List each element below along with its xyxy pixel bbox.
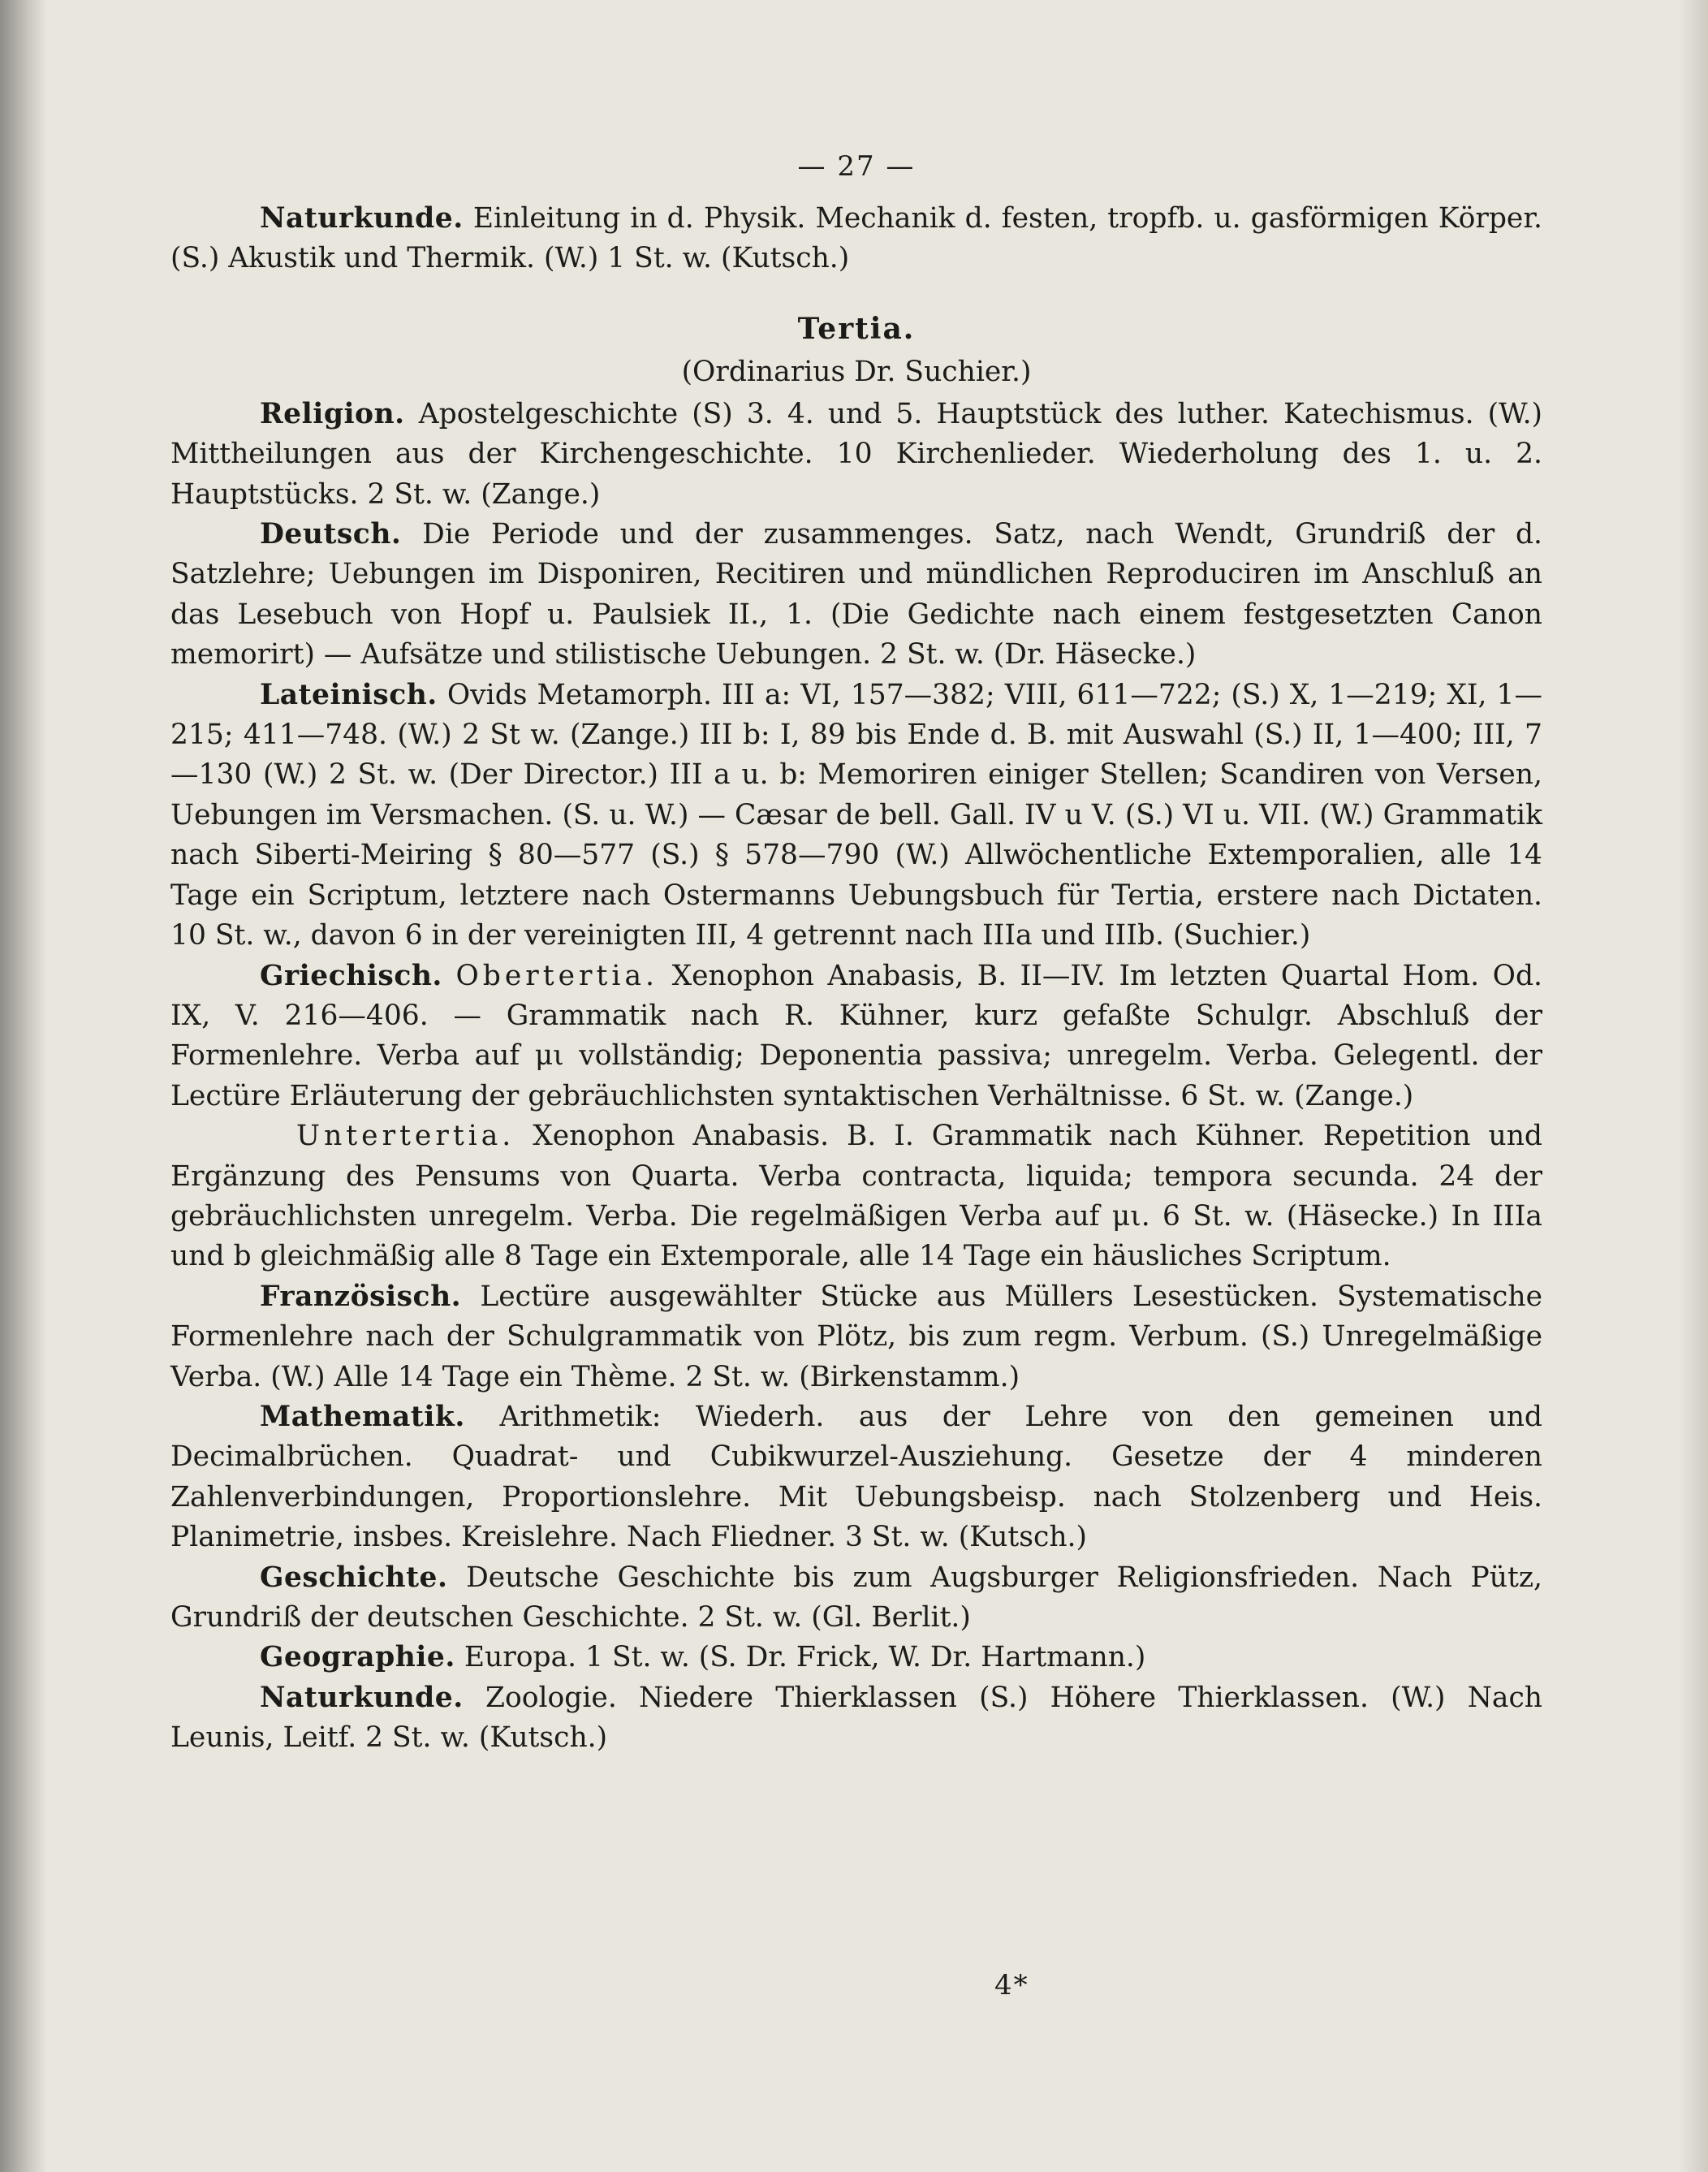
class-title-tertia: Tertia. — [797, 311, 916, 346]
section-geographie — [170, 1638, 1542, 1678]
subject-heading: Französisch. — [260, 1280, 462, 1313]
subject-text: Zoologie. Niedere Thierklassen (S.) Höhere Thierklassen. (W.) Nach Leunis, Leitf. 2 St. w. (Kutsch.) — [170, 1681, 1542, 1755]
subject-heading: Religion. — [260, 397, 405, 430]
section-lateinisch — [170, 676, 1542, 956]
section-mathematik — [170, 1397, 1542, 1558]
subject-heading: Lateinisch. — [260, 678, 438, 711]
section-naturkunde — [170, 1678, 1542, 1759]
page-number: — 27 — — [797, 150, 916, 183]
subject-heading: Naturkunde. — [260, 1681, 464, 1714]
section-geschichte — [170, 1558, 1542, 1639]
subject-heading: Geschichte. — [260, 1561, 448, 1594]
section-deutsch — [170, 515, 1542, 676]
class-ordinarius: (Ordinarius Dr. Suchier.) — [681, 355, 1032, 388]
scan-binding-shadow — [0, 0, 47, 2172]
subject-heading: Mathematik. — [260, 1400, 465, 1433]
subject-text: Die Periode und der zusammenges. Satz, nach Wendt, Grundriß der d. Satzlehre; Uebungen im Disponiren, Recitiren und mündlichen Reproduciren im Anschluß an das Lesebuch von Hopf u. Paulsiek II., 1. (Die Gedichte nach einem festgesetzten Canon memorirt) — Aufsätze und stilistische Uebungen. 2 St. w. (Dr. Häsecke.) — [170, 518, 1542, 671]
section-religion — [170, 395, 1542, 515]
subject-text: Ovids Metamorph. III a: VI, 157—382; VIII, 611—722; (S.) X, 1—219; XI, 1—215; 411—748. (W.) 2 St w. (Zange.) III b: I, 89 bis Ende d. B. mit Auswahl (S.) II, 1—400; III, 7—130 (W.) 2 St. w. (Der Director.) III a u. b: Memoriren einiger Stellen; Scandiren von Versen, Uebungen im Versmachen. (S. u. W.) — Cæsar de bell. Gall. IV u V. (S.) VI u. VII. (W.) Grammatik nach Siberti-Meiring § 80—577 (S.) § 578—790 (W.) Allwöchentliche Extemporalien, alle 14 Tage ein Scriptum, letztere nach Ostermanns Uebungsbuch für Tertia, erstere nach Dictaten. 10 St. w., davon 6 in der vereinigten III, 4 getrennt nach IIIa und IIIb. (Suchier.) — [170, 678, 1542, 952]
subject-heading: Geographie. — [260, 1641, 455, 1674]
subject-text: Xenophon Anabasis, B. II—IV. Im letzten Quartal Hom. Od. IX, V. 216—406. — Grammatik nach R. Kühner, kurz gefaßte Schulgr. Abschluß der Formenlehre. Verba auf μι vollständig; Deponentia passiva; unregelm. Verba. Gelegentl. der Lectüre Erläuterung der gebräuchlichsten syntaktischen Verhältnisse. 6 St. w. (Zange.) — [170, 959, 1542, 1112]
scan-right-edge — [1679, 0, 1708, 2172]
section-griechisch — [170, 956, 1542, 1117]
subject-text: Einleitung in d. Physik. Mechanik d. festen, tropfb. u. gasförmigen Körper. (S.) Akustik und Thermik. (W.) 1 St. w. (Kutsch.) — [170, 202, 1543, 275]
untertertia-label: Untertertia. — [296, 1120, 515, 1153]
subject-text: Deutsche Geschichte bis zum Augsburger Religionsfrieden. Nach Pütz, Grundriß der deutschen Geschichte. 2 St. w. (Gl. Berlit.) — [170, 1561, 1542, 1634]
subject-text: Arithmetik: Wiederh. aus der Lehre von den gemeinen und Decimalbrüchen. Quadrat- und Cubikwurzel-Ausziehung. Gesetze der 4 minderen Zahlenverbindungen, Proportionslehre. Mit Uebungsbeisp. nach Stolzenberg und Heis. Planimetrie, insbes. Kreislehre. Nach Fliedner. 3 St. w. (Kutsch.) — [170, 1400, 1543, 1554]
subject-heading: Naturkunde. — [260, 202, 464, 235]
subject-text: Europa. 1 St. w. (S. Dr. Frick, W. Dr. Hartmann.) — [464, 1641, 1146, 1674]
subject-text: Xenophon Anabasis. B. I. Grammatik nach Kühner. Repetition und Ergänzung des Pensums von Quarta. Verba contracta, liquida; tempora secunda. 24 der gebräuchlichsten unregelm. Verba. Die regelmäßigen Verba auf μι. 6 St. w. (Häsecke.) In IIIa und b gleichmäßig alle 8 Tage ein Extemporale, alle 14 Tage ein häusliches Scriptum. — [170, 1120, 1543, 1273]
subject-heading: Griechisch. — [260, 959, 442, 992]
signature-mark: 4* — [994, 1969, 1029, 2001]
section-naturkunde-top — [170, 199, 1542, 279]
subject-text: Apostelgeschichte (S) 3. 4. und 5. Hauptstück des luther. Katechismus. (W.) Mittheilungen aus der Kirchengeschichte. 10 Kirchenlieder. Wiederholung des 1. u. 2. Hauptstücks. 2 St. w. (Zange.) — [170, 397, 1542, 511]
subject-text: Lectüre ausgewählter Stücke aus Müllers Lesestücken. Systematische Formenlehre nach der Schulgrammatik von Plötz, bis zum regm. Verbum. (S.) Unregelmäßige Verba. (W.) Alle 14 Tage ein Thème. 2 St. w. (Birkenstamm.) — [170, 1280, 1542, 1393]
obertertia-label: Obertertia. — [455, 959, 658, 992]
subject-heading: Deutsch. — [260, 518, 402, 551]
section-franzoesisch — [170, 1277, 1542, 1397]
document-page — [170, 150, 1542, 1759]
section-untertertia — [170, 1116, 1542, 1277]
